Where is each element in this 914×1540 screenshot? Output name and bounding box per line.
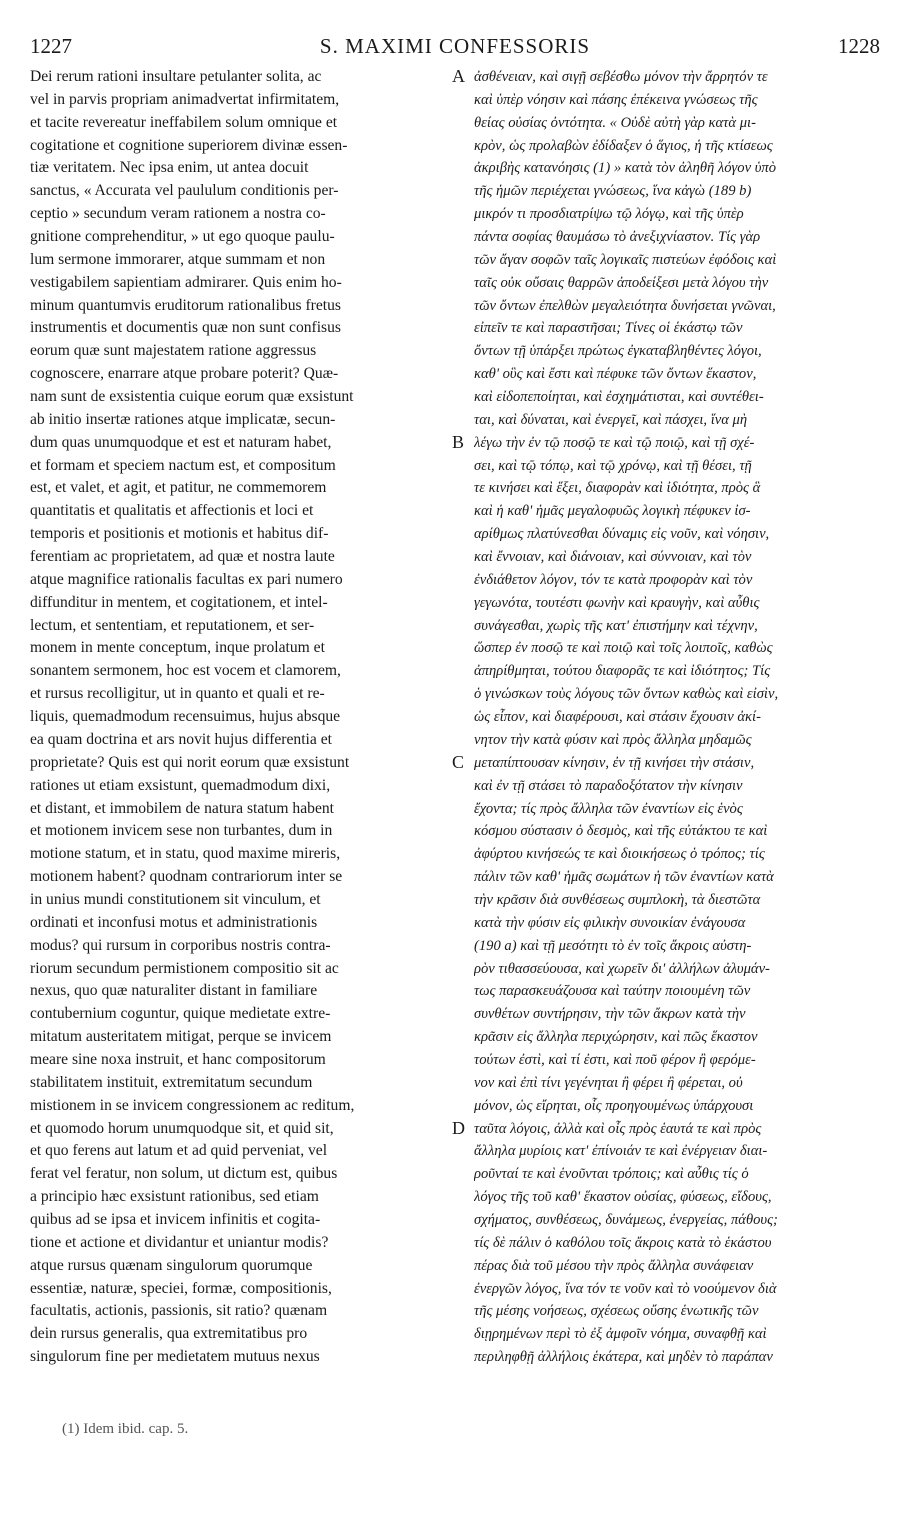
latin-text-line: modus? qui rursum in corporibus nostris contra- [30, 936, 331, 954]
greek-text-line: ταῖς οὐκ οὔσαις θαρρῶν ἀποδείξεσι μετὰ λόγου τὴν [474, 274, 769, 291]
latin-text-line: ab initio insertæ rationes atque implicatæ, secun- [30, 410, 336, 428]
latin-text-line: a principio hæc exsistunt rationibus, sed etiam [30, 1188, 319, 1206]
greek-text-line: περιληφθῇ ἀλλήλοις ἑκάτερα, καὶ μηδὲν τὸ παράπαν [474, 1349, 773, 1366]
greek-text-line: λέγω τὴν ἐν τῷ ποσῷ τε καὶ τῷ ποιῷ, καὶ τῇ σχέ- [474, 434, 755, 451]
latin-text-line: et tacite revereatur ineffabilem solum omnique et [30, 113, 338, 131]
greek-text-line: εἰπεῖν τε καὶ παραστῆσαι; Τίνες οἱ ἑκάστῳ τῶν [474, 320, 743, 337]
latin-text-line: tione et actione et dividantur et uniantur modis? [30, 1233, 329, 1251]
latin-text-line: facultatis, actionis, passionis, sit ratio? quænam [30, 1302, 328, 1320]
greek-text-line: τίς δὲ πάλιν ὁ καθόλου τοῖς ἄκροις κατὰ τὸ ἑκάστου [474, 1234, 772, 1251]
greek-text-line: ἄλληλα μυρίοις κατ' ἐπίνοιάν τε καὶ ἐνέργειαν διαι- [474, 1143, 768, 1160]
latin-text-line: et formam et speciem nactum est, et compositum [30, 456, 336, 474]
right-column-number: 1228 [838, 34, 880, 58]
greek-text-line: ἀσθένειαν, καὶ σιγῇ σεβέσθω μόνον τὴν ἄρρητόν τε [474, 69, 768, 85]
running-title: S. MAXIMI CONFESSORIS [319, 34, 591, 58]
greek-text-line: ἐνδιάθετον λόγον, τόν τε κατὰ προφορὰν καὶ τὸν [474, 571, 753, 588]
latin-text-line: mistionem in se invicem congressionem ac reditum, [30, 1096, 355, 1114]
greek-text-line: ται, καὶ δύναται, καὶ ἐνεργεῖ, καὶ πάσχει, ἵνα μὴ [474, 411, 748, 428]
greek-text-line: τούτων ἐστὶ, καὶ τί ἐστι, καὶ ποῦ φέρον ἢ φερόμε- [474, 1051, 756, 1068]
latin-text-line: et quomodo horum unumquodque sit, et quid sit, [30, 1119, 334, 1137]
greek-text-line: ὁ γινώσκων τοὺς λόγους τῶν ὄντων καθὼς καὶ εἰσὶν, [474, 686, 779, 703]
latin-text-line: stabilitatem instituit, extremitatum secundum [30, 1073, 313, 1091]
latin-text-line: contubernium coguntur, quique medietate extre- [30, 1005, 331, 1023]
greek-text-line: σει, καὶ τῷ τόπῳ, καὶ τῷ χρόνῳ, καὶ τῇ θέσει, τῇ [474, 457, 752, 474]
greek-text-line: μεταπίπτουσαν κίνησιν, ἐν τῇ κινήσει τὴν στάσιν, [474, 754, 755, 771]
greek-text-line: κρὸν, ὡς προλαβὼν ἐδίδαξεν ὁ ἅγιος, ἡ τῆς κτίσεως [474, 137, 773, 154]
greek-text-line: ὥσπερ ἐν ποσῷ τε καὶ ποιῷ καὶ τοῖς λοιποῖς, καθὼς [474, 640, 773, 657]
latin-text-line: Dei rerum rationi insultare petulanter solita, ac [30, 68, 322, 85]
latin-text-line: meare sine noxa instruit, et hanc compositorum [30, 1050, 326, 1068]
latin-text-line: vestigabilem sapientiam admirarer. Quis enim ho- [30, 273, 342, 291]
greek-text-line: τῆς ἡμῶν περιέχεται γνώσεως, ἵνα κἀγὼ (189 b) [474, 183, 752, 200]
latin-text-line: est, et valet, et agit, et patitur, ne commemorem [30, 479, 327, 497]
latin-text-line: ea quam doctrina et ars novit hujus differentia et [30, 730, 332, 748]
latin-text-line: sanctus, « Accurata vel paululum conditionis per- [30, 182, 339, 200]
greek-text-line: καθ' οὓς καὶ ἔστι καὶ πέφυκε τῶν ὄντων ἕκαστον, [474, 366, 757, 383]
greek-text-line: αρίθμως πλατύνεσθαι δύναμις εἰς νοῦν, καὶ νόησιν, [474, 526, 770, 543]
greek-text-line: τῶν ἄγαν σοφῶν ταῖς λογικαῖς πιστεύων ἐφόδοις καὶ [474, 251, 777, 268]
latin-column [30, 66, 448, 1369]
latin-text-line: liquis, quemadmodum recensuimus, hujus absque [30, 708, 341, 726]
left-column-number: 1227 [30, 34, 72, 58]
greek-text-line: καὶ ὑπὲρ νόησιν καὶ πάσης ἐπέκεινα γνώσεως τῆς [474, 91, 758, 108]
greek-text-line: καὶ ἡ καθ' ἡμᾶς μεγαλοφυῶς λογικὴ πέφυκεν ἰσ- [474, 503, 751, 520]
latin-text-line: et distant, et immobilem de natura statum habent [30, 799, 335, 817]
latin-text-line: gnitione comprehenditur, » ut ego quoque paulu- [30, 228, 335, 246]
greek-text-line: τὴν κρᾶσιν διὰ συνθέσεως συμπλοκὴ, τὰ διεστῶτα [474, 891, 761, 908]
latin-text-line: instrumentis et documentis quæ non sunt confisus [30, 319, 341, 337]
margin-marker-a: A [452, 66, 465, 86]
latin-text-line: essentiæ, naturæ, speciei, formæ, compositionis, [30, 1279, 332, 1297]
greek-text-line: τῆς μέσης νοήσεως, σχέσεως οὔσης ἑνωτικῆς τῶν [474, 1303, 759, 1320]
greek-text-line: μόνον, ὡς εἴρηται, οἷς προηγουμένως ὑπάρχουσι [474, 1097, 754, 1114]
footnote: (1) Idem ibid. cap. 5. [62, 1421, 189, 1437]
greek-text-line: τως παρασκευάζουσα καὶ ταύτην ποιουμένη τῶν [474, 983, 751, 1000]
greek-text-line: λόγος τῆς τοῦ καθ' ἕκαστον οὐσίας, φύσεως, εἴδους, [474, 1189, 772, 1206]
latin-text-line: in unius mundi constitutionem sit vinculum, et [30, 890, 321, 908]
latin-text-line: quibus ad se ipsa et invicem infinitis et cogita- [30, 1210, 321, 1228]
latin-text-line: riorum secundum permistionem compositio sit ac [30, 959, 339, 977]
latin-text-line: ferat vel feratur, non solum, ut dictum est, quibus [30, 1165, 338, 1183]
latin-text-line: lectum, et sententiam, et reputationem, et ser- [30, 616, 315, 634]
latin-text-line: motionem habent? quodnam contrariorum inter se [30, 868, 343, 886]
greek-text-line: γεγωνότα, τουτέστι φωνὴν καὶ κραυγὴν, καὶ αὖθις [474, 594, 760, 611]
greek-text-line: θείας οὐσίας ὀντότητα. « Οὐδὲ αὐτὴ γὰρ κατὰ μι- [474, 114, 756, 131]
latin-text-line: cognoscere, enarrare atque probare poterit? Quæ- [30, 365, 339, 383]
latin-text-line: ferentiam ac proprietatem, ad quæ et nostra laute [30, 548, 335, 566]
greek-text-line: ἐνεργῶν λόγος, ἵνα τόν τε νοῦν καὶ τὸ νοούμενον διὰ [474, 1280, 777, 1297]
latin-text-line: et motionem invicem sese non turbantes, dum in [30, 822, 333, 840]
greek-text-line: διῃρημένων περὶ τὸ ἐξ ἀμφοῖν νόημα, συναφθῇ καὶ [474, 1326, 767, 1343]
latin-text-line: vel in parvis propriam animadvertat infirmitatem, [30, 90, 340, 108]
greek-text-line: καὶ εἰδοπεποίηται, καὶ ἐσχημάτισται, καὶ συντέθει- [474, 389, 764, 406]
latin-text-line: ordinati et inconfusi motus et administrationis [30, 913, 318, 931]
greek-text-line: ὄντων τῇ ὑπάρξει πρώτως ἐγκαταβληθέντες λόγοι, [474, 343, 762, 360]
latin-text-line: dein rursus generalis, qua extremitatibus pro [30, 1325, 308, 1343]
latin-text-line: diffunditur in mentem, et cogitationem, et intel- [30, 593, 328, 611]
greek-text-line: πάντα σοφίας θαυμάσω τὸ ἀνεξιχνίαστον. Τίς γὰρ [474, 229, 761, 246]
greek-text-line: ἀπηρίθμηται, τούτου διαφορᾶς τε καὶ ἰδιότητος; Τίς [474, 663, 771, 680]
latin-text-line: temporis et positionis et motionis et habitus dif- [30, 525, 329, 543]
greek-column [474, 66, 884, 1369]
latin-text-line: monem in mente conceptum, inque prolatum et [30, 639, 325, 657]
greek-text-line: ροῦνταί τε καὶ ἑνοῦνται τρόποις; καὶ αὖθις τίς ὁ [474, 1166, 749, 1183]
greek-text-line: ὡς εἶπον, καὶ διαφέρουσι, καὶ στάσιν ἔχουσιν ἀκί- [474, 709, 761, 726]
greek-text-line: τε κινήσει καὶ ἕξει, διαφορὰν καὶ ἰδιότητα, πρὸς ἃ [474, 480, 761, 497]
latin-text-line: quantitatis et qualitatis et affectionis et loci et [30, 502, 314, 520]
latin-text-line: atque magnifice rationalis facultas ex pari numero [30, 570, 343, 588]
greek-text-line: νητον τὴν κατὰ φύσιν καὶ πρὸς ἄλληλα μηδαμῶς [474, 731, 752, 748]
latin-text-line: ceptio » secundum veram rationem a nostra co- [30, 205, 326, 223]
greek-text-line: κόσμου σύστασιν ὁ δεσμὸς, καὶ τῆς εὐτάκτου τε καὶ [474, 823, 768, 840]
latin-text-line: nexus, quo quæ naturaliter distant in familiare [30, 982, 318, 1000]
greek-text-line: ἔχοντα; τίς πρὸς ἄλληλα τῶν ἐναντίων εἰς ἑνὸς [474, 800, 743, 817]
greek-text-line: καὶ ἔννοιαν, καὶ διάνοιαν, καὶ σύννοιαν, καὶ τὸν [474, 549, 752, 566]
greek-text-line: πέρας διὰ τοῦ μέσου τὴν πρὸς ἄλληλα συνάφειαν [474, 1257, 754, 1274]
latin-text-line: singulorum fine per medietatem mutuus nexus [30, 1348, 320, 1366]
latin-text-line: motione statum, et in statu, quod maxime mireris, [30, 845, 341, 863]
margin-marker-d: D [452, 1118, 465, 1138]
margin-marker-c: C [452, 752, 465, 772]
greek-text-line: ταῦτα λόγοις, ἀλλὰ καὶ οἷς πρὸς ἑαυτά τε καὶ πρὸς [474, 1120, 762, 1137]
greek-text-line: νον καὶ ἐπὶ τίνι γεγένηται ἢ φέρει ἢ φέρεται, οὐ [474, 1074, 743, 1091]
greek-text-line: κατὰ τὴν φύσιν εἰς φιλικὴν συνοικίαν ἐνάγουσα [474, 914, 746, 931]
greek-text-line: τῶν ὄντων ἐπελθὼν μεγαλειότητα δυνήσεται γνῶναι, [474, 297, 776, 314]
greek-text-line: συνάγεσθαι, χωρὶς τῆς κατ' ἐπιστήμην καὶ τέχνην, [474, 617, 758, 634]
latin-text-line: et quo ferens aut latum et ad quid perveniat, vel [30, 1142, 328, 1160]
greek-text-line: καὶ ἐν τῇ στάσει τὸ παραδοξότατον τὴν κίνησιν [474, 777, 743, 794]
greek-text-line: πάλιν τῶν καθ' ἡμᾶς σωμάτων ἡ τῶν ἐναντίων κατὰ [474, 869, 774, 886]
latin-text-line: dum quas unumquodque et est et naturam habet, [30, 433, 332, 451]
latin-text-line: atque rursus quænam singulorum quorumque [30, 1256, 313, 1274]
latin-text-line: lum sermone immorarer, atque summam et non [30, 250, 326, 268]
latin-text-line: rationes ut etiam exsistunt, quemadmodum dixi, [30, 776, 331, 794]
latin-text-line: proprietate? Quis est qui norit eorum quæ exsistunt [30, 753, 350, 771]
margin-marker-b: B [452, 432, 465, 452]
latin-text-line: tiæ veritatem. Nec ipsa enim, ut antea docuit [30, 159, 309, 177]
greek-text-line: μικρόν τι προσδιατρίψω τῷ λόγῳ, καὶ τῆς ὑπὲρ [474, 206, 744, 223]
greek-text-line: (190 a) καὶ τῇ μεσότητι τὸ ἐν τοῖς ἄκροις αὐστη- [474, 937, 752, 954]
greek-text-line: κρᾶσιν εἰς ἄλληλα περιχώρησιν, καὶ πῶς ἕκαστον [474, 1029, 758, 1046]
latin-text-line: et rursus recolligitur, ut in quanto et quali et re- [30, 685, 325, 703]
latin-text-line: sonantem sermonem, hoc est vocem et clamorem, [30, 662, 341, 680]
greek-text-line: ἀφύρτου κινήσεώς τε καὶ διοικήσεως ὁ τρόπος; τίς [474, 846, 765, 863]
greek-text-line: σχήματος, συνθέσεως, δυνάμεως, ἐνεργείας, πάθους; [474, 1211, 778, 1228]
latin-text-line: minum quantumvis eruditorum rationalibus fretus [30, 296, 341, 314]
latin-text-line: cogitatione et cognitione superiorem divinæ essen- [30, 136, 348, 154]
latin-text-line: mitatum austeritatem mitigat, perque se invicem [30, 1028, 332, 1046]
greek-text-line: ρὸν τιθασσεύουσα, καὶ χωρεῖν δι' ἀλλήλων ἀλυμάν- [474, 960, 770, 977]
greek-text-line: συνθέτων συντήρησιν, τὴν τῶν ἄκρων κατὰ τὴν [474, 1006, 746, 1023]
latin-text-line: nam sunt de exsistentia cuique eorum quæ exsistunt [30, 388, 354, 406]
latin-text-line: eorum quæ sunt majestatem ratione aggressus [30, 342, 317, 360]
running-header [30, 34, 880, 58]
greek-text-line: ἀκριβὴς κατανόησις (1) » κατὰ τὸν ἀληθῆ λόγον ὑπὸ [474, 160, 777, 177]
